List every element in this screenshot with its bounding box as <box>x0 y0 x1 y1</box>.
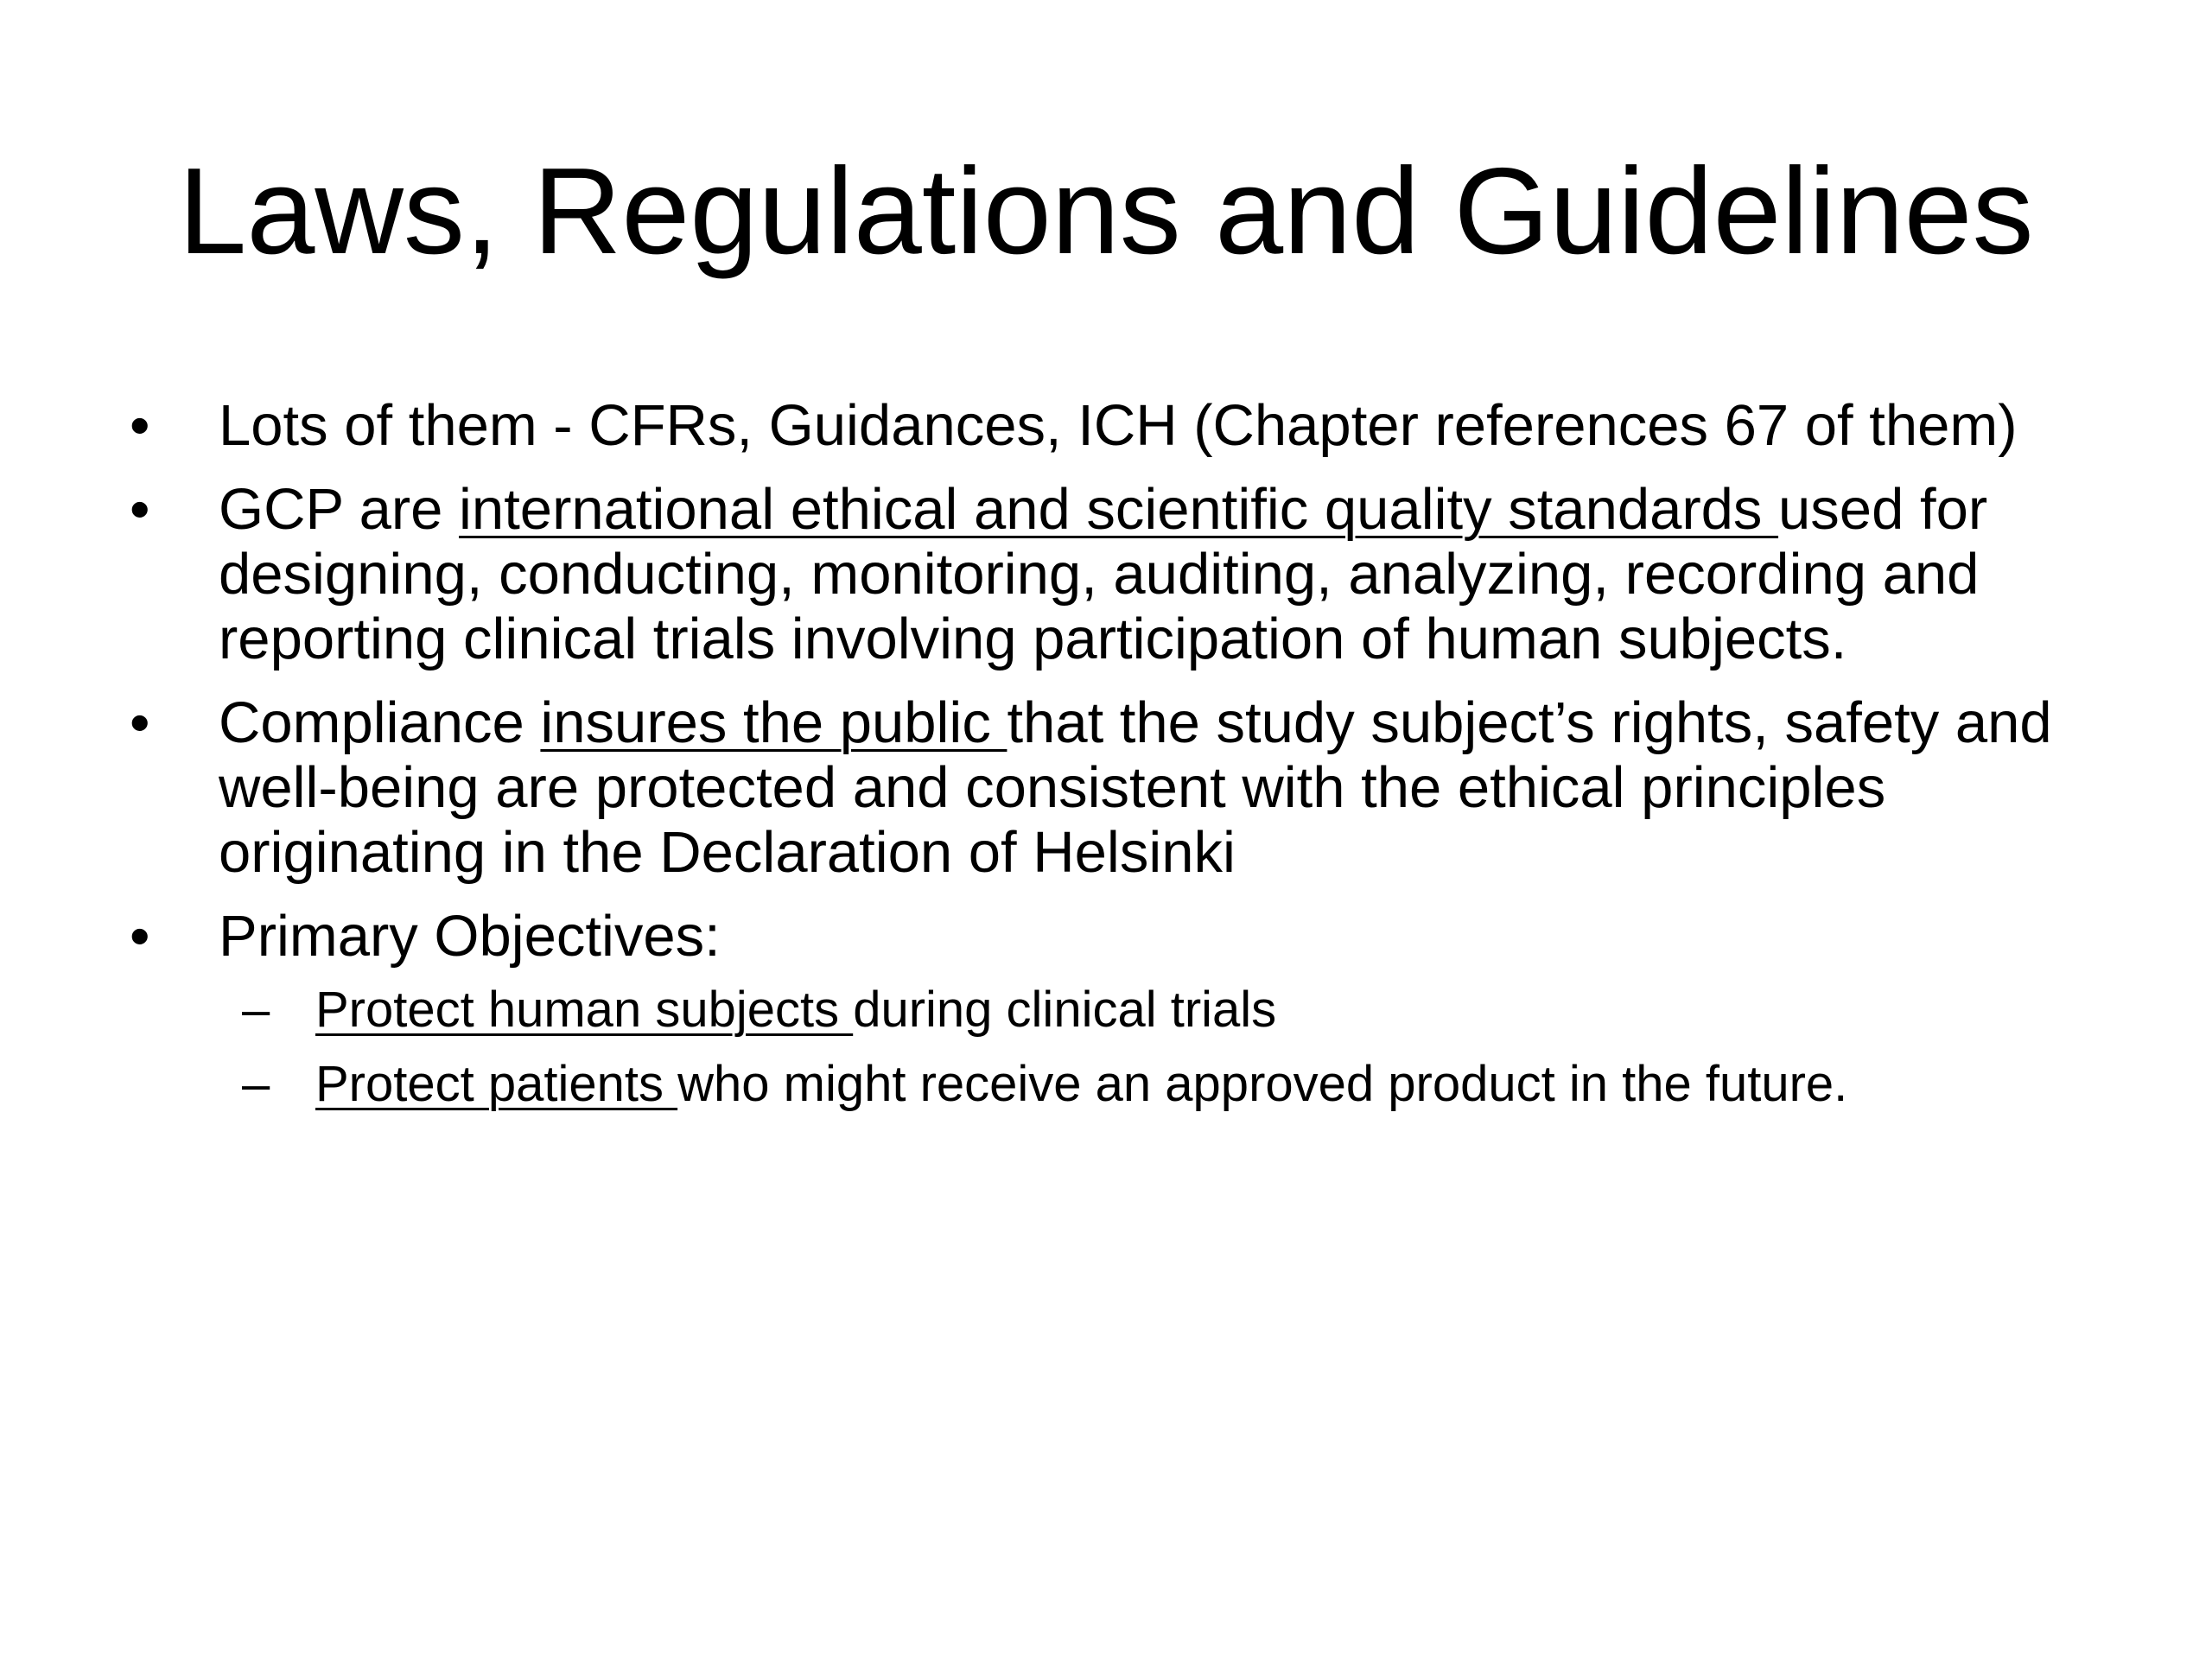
bullet-mark: • <box>130 393 150 458</box>
sub-bullet-mark: – <box>242 982 270 1038</box>
bullet-text-prefix: Compliance <box>219 690 541 755</box>
bullet-list <box>130 393 2117 1129</box>
sub-bullet-text-suffix: during clinical trials <box>853 982 1277 1038</box>
bullet-mark: • <box>130 904 150 969</box>
bullet-text: Primary Objectives: <box>219 904 721 969</box>
bullet-mark: • <box>130 477 150 542</box>
bullet-text: Lots of them - CFRs, Guidances, ICH (Chapter references 67 of them) <box>219 393 2018 458</box>
bullet-text-suffix: used for designing, conducting, monitoring, auditing, analyzing, recording and reporting clinical trials involving participation of human subjects. <box>219 477 1988 671</box>
sub-bullet-text-underlined: Protect human subjects <box>315 982 854 1038</box>
sub-bullet-text-underlined: Protect patients <box>315 1056 678 1112</box>
bullet-item <box>130 690 2117 885</box>
bullet-text-prefix: GCP are <box>219 477 460 542</box>
bullet-text-underlined: international ethical and scientific quality standards <box>459 477 1779 542</box>
sub-bullet-item <box>130 1055 2117 1114</box>
bullet-text-suffix: that the study subject’s rights, safety and well-being are protected and consistent with the ethical principles originating in the Declaration of Helsinki <box>219 690 2052 885</box>
bullet-item <box>130 477 2117 671</box>
sub-bullet-mark: – <box>242 1056 270 1112</box>
bullet-item <box>130 393 2117 458</box>
sub-bullet-text-suffix: who might receive an approved product in the future. <box>677 1056 1848 1112</box>
slide-title: Laws, Regulations and Guidelines <box>178 143 2034 280</box>
sub-bullet-item <box>130 981 2117 1039</box>
bullet-text-underlined: insures the public <box>540 690 1007 755</box>
bullet-item <box>130 904 2117 969</box>
bullet-mark: • <box>130 690 150 755</box>
